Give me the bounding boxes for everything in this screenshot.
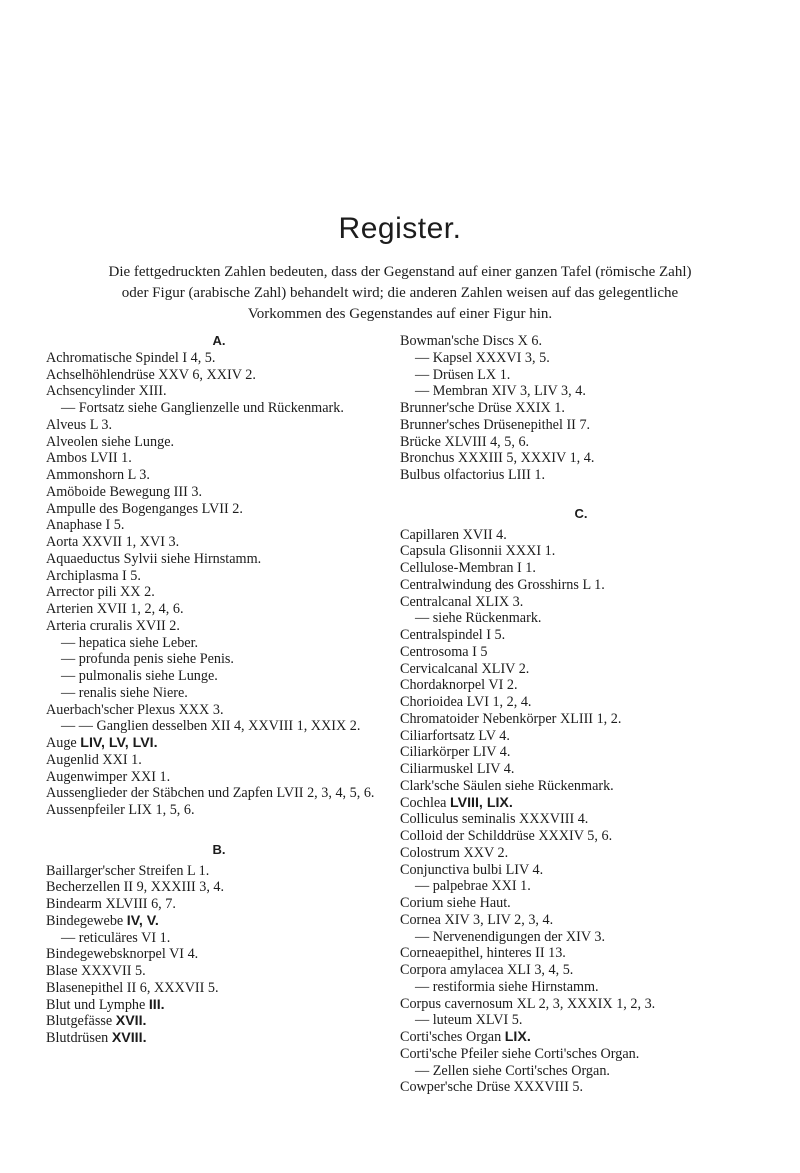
index-entry: Colostrum XXV 2. <box>400 844 509 861</box>
index-entry: Achselhöhlendrüse XXV 6, XXIV 2. <box>46 366 256 383</box>
index-entry: Blutgefässe XVII. <box>46 1013 147 1030</box>
index-entry: Chordaknorpel VI 2. <box>400 677 518 694</box>
index-entry: Arterien XVII 1, 2, 4, 6. <box>46 601 184 617</box>
index-entry: Amöboide Bewegung III 3. <box>46 483 203 500</box>
index-entry: Alveolen siehe Lunge. <box>46 433 175 450</box>
index-entry: Baillarger'scher Streifen L 1. <box>46 862 210 879</box>
index-entry: — hepatica siehe Leber. <box>61 634 199 651</box>
index-entry: Bulbus olfactorius LIII 1. <box>400 467 545 483</box>
index-entry: Becherzellen II 9, XXXIII 3, 4. <box>46 879 225 896</box>
index-entry: Ampulle des Bogenganges LVII 2. <box>46 500 243 517</box>
index-entry: Arteria cruralis XVII 2. <box>46 617 180 634</box>
index-entry: — restiformia siehe Hirnstamm. <box>415 978 599 995</box>
index-entry: Aquaeductus Sylvii siehe Hirnstamm. <box>46 550 262 567</box>
index-entry: — profunda penis siehe Penis. <box>61 651 234 668</box>
index-entry: Centrosoma I 5 <box>400 643 488 660</box>
index-entry: — Drüsen LX 1. <box>415 366 511 383</box>
index-entry: Anaphase I 5. <box>46 517 125 534</box>
index-entry: Brunner'sches Drüsenepithel II 7. <box>400 416 591 433</box>
index-entry: Arrector pili XX 2. <box>46 584 155 601</box>
index-entry: — luteum XLVI 5. <box>415 1012 523 1029</box>
index-entry: Chromatoider Nebenkörper XLIII 1, 2. <box>400 710 622 727</box>
index-entry: Bindegewebsknorpel VI 4. <box>46 946 199 963</box>
index-entry: Ciliarfortsatz LV 4. <box>400 727 510 744</box>
index-entry: — pulmonalis siehe Lunge. <box>61 668 218 684</box>
index-entry: — renalis siehe Niere. <box>61 684 188 701</box>
index-entry: Auerbach'scher Plexus XXX 3. <box>46 701 224 718</box>
index-column-right <box>400 333 762 1096</box>
index-entry: Corium siehe Haut. <box>400 895 511 911</box>
index-entry: Cellulose-Membran I 1. <box>400 560 536 576</box>
index-entry: Colliculus seminalis XXXVIII 4. <box>400 811 589 828</box>
index-entry: Achsencylinder XIII. <box>46 383 167 400</box>
index-entry: — Zellen siehe Corti'sches Organ. <box>415 1062 610 1079</box>
index-entry: Centralspindel I 5. <box>400 627 506 643</box>
index-entry: Ciliarkörper LIV 4. <box>400 744 511 761</box>
section-b-entries <box>46 863 392 1047</box>
section-c-entries <box>400 527 762 1097</box>
index-entry: — Kapsel XXXVI 3, 5. <box>415 349 550 366</box>
index-entry: Colloid der Schilddrüse XXXIV 5, 6. <box>400 828 613 844</box>
index-entry: Ciliarmuskel LIV 4. <box>400 761 515 777</box>
index-entry: Bindearm XLVIII 6, 7. <box>46 896 176 912</box>
index-entry: Capsula Glisonnii XXXI 1. <box>400 543 556 560</box>
index-entry: Achromatische Spindel I 4, 5. <box>46 349 216 366</box>
intro-line: Die fettgedruckten Zahlen bedeuten, dass der Gegenstand auf einer ganzen Tafel (römische Zahl) <box>108 264 692 280</box>
index-entry: Augenlid XXI 1. <box>46 751 142 768</box>
index-entry: Blutdrüsen XVIII. <box>46 1030 147 1046</box>
index-entry: — palpebrae XXI 1. <box>415 878 531 895</box>
index-entry: Corneaepithel, hinteres II 13. <box>400 945 566 962</box>
index-entry: Centralcanal XLIX 3. <box>400 593 524 610</box>
index-entry: Blasenepithel II 6, XXXVII 5. <box>46 979 219 996</box>
index-entry: Centralwindung des Grosshirns L 1. <box>400 576 605 593</box>
index-entry: Corpora amylacea XLI 3, 4, 5. <box>400 962 574 978</box>
section-letter-c: C. <box>574 505 588 521</box>
section-b-entries-continued <box>400 333 762 484</box>
index-entry: Bowman'sche Discs X 6. <box>400 333 543 349</box>
index-entry: Blut und Lymphe III. <box>46 996 165 1013</box>
index-entry: — Membran XIV 3, LIV 3, 4. <box>415 383 586 400</box>
index-entry: Auge LIV, LV, LVI. <box>46 735 158 751</box>
index-entry: Brunner'sche Drüse XXIX 1. <box>400 400 565 416</box>
intro-line: Vorkommen des Gegenstandes auf einer Figur hin. <box>247 306 553 322</box>
page-title: Register. <box>338 212 462 245</box>
index-entry: Clark'sche Säulen siehe Rückenmark. <box>400 777 614 794</box>
index-entry: Brücke XLVIII 4, 5, 6. <box>400 433 530 450</box>
index-entry: Ambos LVII 1. <box>46 450 132 467</box>
index-entry: Capillaren XVII 4. <box>400 526 507 543</box>
index-entry: Cochlea LVIII, LIX. <box>400 794 513 811</box>
index-entry: Aorta XXVII 1, XVI 3. <box>46 534 180 550</box>
section-a-entries <box>46 350 392 819</box>
index-entry: Bronchus XXXIII 5, XXXIV 1, 4. <box>400 450 595 467</box>
section-letter-a: A. <box>212 333 226 348</box>
index-entry: — Fortsatz siehe Ganglienzelle und Rückenmark. <box>61 400 344 416</box>
intro-note <box>30 262 770 325</box>
index-entry: Cornea XIV 3, LIV 2, 3, 4. <box>400 911 554 928</box>
index-entry: Corti'sches Organ LIX. <box>400 1029 531 1045</box>
index-entry: Cowper'sche Drüse XXXVIII 5. <box>400 1079 584 1096</box>
index-column-left <box>46 333 392 1047</box>
index-entry: Ammonshorn L 3. <box>46 467 150 483</box>
index-entry: Aussenpfeiler LIX 1, 5, 6. <box>46 802 195 818</box>
index-entry: Augenwimper XXI 1. <box>46 768 171 785</box>
index-entry: Bindegewebe IV, V. <box>46 912 159 929</box>
intro-line: oder Figur (arabische Zahl) behandelt wird; die anderen Zahlen weisen auf das gelegentliche <box>121 285 679 301</box>
index-entry: Corpus cavernosum XL 2, 3, XXXIX 1, 2, 3. <box>400 995 656 1012</box>
index-entry: — Nervenendigungen der XIV 3. <box>415 928 606 945</box>
index-entry: Cervicalcanal XLIV 2. <box>400 660 530 677</box>
index-entry: Chorioidea LVI 1, 2, 4. <box>400 694 532 710</box>
index-entry: — reticuläres VI 1. <box>61 929 171 946</box>
index-entry: Archiplasma I 5. <box>46 567 141 584</box>
index-entry: Blase XXXVII 5. <box>46 963 146 979</box>
index-entry: — — Ganglien desselben XII 4, XXVIII 1, XXIX 2. <box>61 718 361 735</box>
index-entry: Corti'sche Pfeiler siehe Corti'sches Organ. <box>400 1045 640 1062</box>
index-entry: Aussenglieder der Stäbchen und Zapfen LVII 2, 3, 4, 5, 6. <box>46 785 375 802</box>
index-entry: Conjunctiva bulbi LIV 4. <box>400 861 544 878</box>
index-entry: Alveus L 3. <box>46 416 113 433</box>
section-letter-b: B. <box>212 841 226 857</box>
index-entry: — siehe Rückenmark. <box>415 610 542 627</box>
